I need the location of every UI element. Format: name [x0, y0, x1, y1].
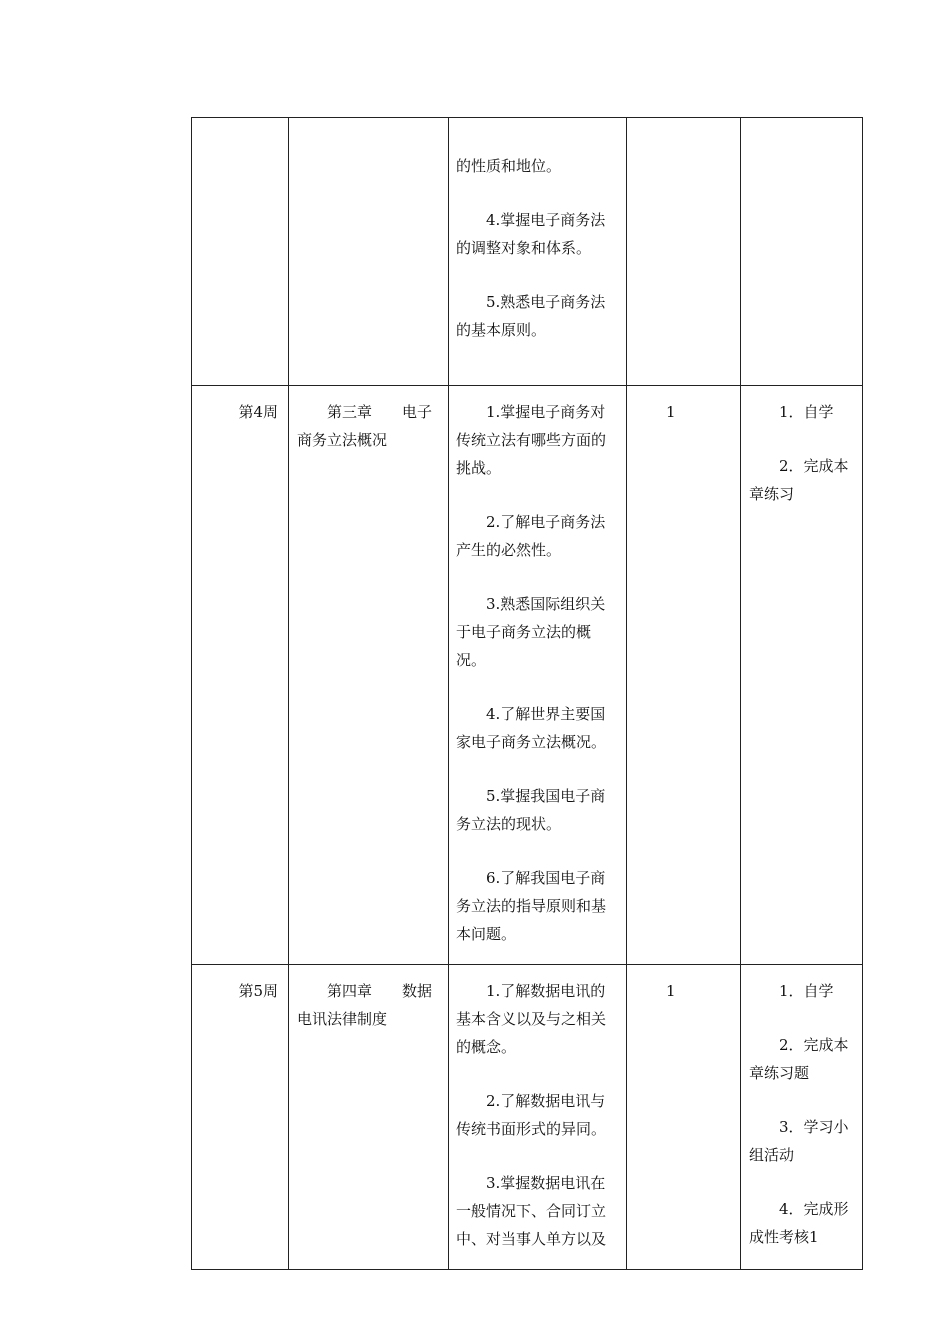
activity-item: 2．完成本章练习题: [749, 1036, 849, 1082]
objective-item: 1.掌握电子商务对传统立法有哪些方面的挑战。: [456, 403, 607, 477]
activity-item: 2．完成本章练习: [749, 457, 849, 503]
activities-cell: [741, 386, 863, 965]
activities-cell: [741, 118, 863, 386]
objective-item: 3.熟悉国际组织关于电子商务立法的概况。: [456, 595, 606, 669]
week-cell: 第4周: [192, 386, 289, 965]
objectives-cell: [449, 386, 627, 965]
week-cell: 第5周: [192, 965, 289, 1270]
objective-item: 2.了解数据电讯与传统书面形式的异同。: [456, 1092, 607, 1138]
hours-cell: 1: [627, 386, 741, 965]
activity-item: 3．学习小组活动: [749, 1118, 849, 1164]
objective-item: 5.掌握我国电子商务立法的现状。: [456, 787, 606, 833]
syllabus-table: [191, 117, 863, 1270]
objectives-cell: [449, 118, 627, 386]
week-cell: [192, 118, 289, 386]
table-row: [192, 965, 863, 1270]
chapter-cell: 第四章 数据电讯法律制度: [289, 965, 449, 1270]
objective-item: 4.了解世界主要国家电子商务立法概况。: [456, 705, 607, 751]
hours-cell: [627, 118, 741, 386]
table-row: [192, 386, 863, 965]
objectives-cell: [449, 965, 627, 1270]
activities-cell: [741, 965, 863, 1270]
objective-item: 1.了解数据电讯的基本含义以及与之相关的概念。: [456, 982, 607, 1056]
objective-item: 2.了解电子商务法产生的必然性。: [456, 513, 606, 559]
activity-item: 1．自学: [779, 982, 834, 1000]
objective-item: 3.掌握数据电讯在一般情况下、合同订立中、对当事人单方以及: [456, 1174, 607, 1248]
table-row: [192, 118, 863, 386]
objective-item: 6.了解我国电子商务立法的指导原则和基本问题。: [456, 869, 607, 943]
activity-item: 4．完成形成性考核1: [749, 1200, 849, 1246]
objective-item: 4.掌握电子商务法的调整对象和体系。: [456, 211, 606, 257]
chapter-cell: [289, 118, 449, 386]
objective-item: 5.熟悉电子商务法的基本原则。: [456, 293, 606, 339]
objective-item: 的性质和地位。: [456, 157, 562, 175]
chapter-cell: 第三章 电子商务立法概况: [289, 386, 449, 965]
hours-cell: 1: [627, 965, 741, 1270]
activity-item: 1．自学: [779, 403, 834, 421]
